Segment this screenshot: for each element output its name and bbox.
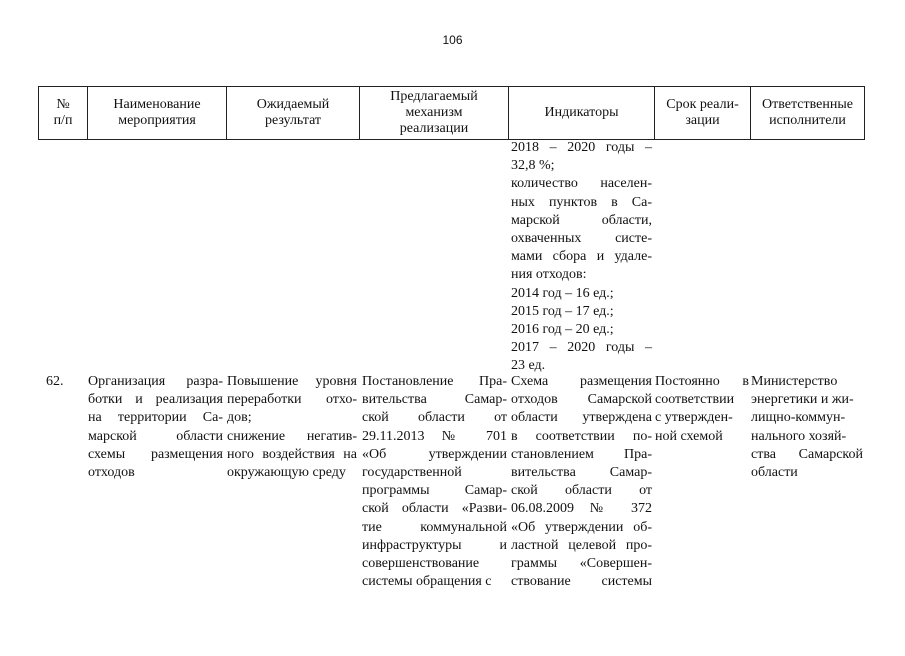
column-rule (864, 86, 865, 140)
text-line: количество населен- (511, 176, 652, 192)
text-line: лищно-коммун- (751, 410, 846, 426)
text-line: 32,8 %; (511, 158, 555, 174)
text-line: вительства Самар- (362, 392, 507, 408)
text-line: 29.11.2013 № 701 (362, 428, 507, 444)
mechanism-cell (362, 373, 507, 591)
text-line: ных пунктов в Са- (511, 194, 652, 210)
page-number: 106 (442, 33, 463, 47)
row-number: 62. (46, 374, 64, 389)
measures-table (38, 86, 865, 656)
text-line: ботки и реализация (88, 392, 223, 408)
text-line: Министерство (751, 374, 838, 389)
continued-indicators-cell (511, 139, 652, 376)
text-line: становлением Пра- (511, 446, 652, 462)
text-line: области (751, 465, 798, 481)
text-line: марской области (88, 428, 223, 444)
header-term: Срок реали- зации (666, 97, 739, 128)
text-line: с утвержден- (655, 410, 733, 426)
text-line: энергетики и жи- (751, 392, 854, 408)
text-line: программы Самар- (362, 483, 507, 499)
text-line: 23 ед. (511, 358, 546, 374)
header-indicators: Индикаторы (544, 105, 619, 120)
text-line: ской области «Разви- (362, 501, 507, 517)
text-line: ной схемой (655, 428, 723, 444)
text-line: Организация разра- (88, 374, 223, 389)
text-line: вительства Самар- (511, 465, 652, 481)
text-line: граммы «Совершен- (511, 556, 652, 572)
measure-name-cell (88, 373, 223, 482)
text-line: ствование системы (511, 574, 652, 590)
text-line: ства Самарской (751, 446, 863, 462)
text-line: Постоянно в (655, 374, 749, 389)
text-line: мами сбора и удале- (511, 249, 652, 265)
header-mechanism: Предлагаемый механизм реализации (390, 89, 478, 136)
indicators-cell (511, 373, 652, 591)
text-line: «Об утверждении об- (511, 519, 652, 535)
text-line: дов; (227, 410, 252, 426)
header-result: Ожидаемый результат (256, 97, 330, 128)
text-line: марской области, (511, 212, 652, 228)
text-line: государственной (362, 465, 462, 481)
text-line: системы обращения с (362, 574, 492, 590)
text-line: 2017 – 2020 годы – (511, 340, 652, 356)
row-number-cell (46, 373, 86, 391)
text-line: соответствии (655, 392, 735, 408)
header-name: Наименование мероприятия (113, 97, 201, 128)
text-line: снижение негатив- (227, 428, 357, 444)
text-line: в соответствии по- (511, 428, 652, 444)
text-line: нального хозяй- (751, 428, 847, 444)
text-line: отходов (88, 465, 135, 481)
text-line: 2016 год – 20 ед.; (511, 322, 614, 338)
text-line: 2014 год – 16 ед.; (511, 285, 614, 301)
text-line: «Об утверждении (362, 446, 507, 462)
header-responsible: Ответственные исполнители (762, 97, 853, 128)
text-line: окружающую среду (227, 465, 346, 481)
text-line: охваченных систе- (511, 231, 652, 247)
text-line: ской области от (511, 483, 652, 499)
text-line: 2018 – 2020 годы – (511, 140, 652, 155)
text-line: 2015 год – 17 ед.; (511, 303, 614, 319)
text-line: переработки отхо- (227, 392, 357, 408)
text-line: ластной целевой про- (511, 537, 652, 553)
text-line: 06.08.2009 № 372 (511, 501, 652, 517)
text-line: совершенствование (362, 556, 480, 572)
expected-result-cell (227, 373, 357, 482)
responsible-cell (751, 373, 863, 482)
text-line: ного воздействия на (227, 446, 357, 462)
text-line: ской области от (362, 410, 507, 426)
text-line: Схема размещения (511, 374, 652, 389)
text-line: Постановление Пра- (362, 374, 507, 389)
header-number: № п/п (53, 97, 73, 128)
text-line: ния отходов: (511, 267, 587, 283)
text-line: схемы размещения (88, 446, 223, 462)
text-line: области утверждена (511, 410, 652, 426)
term-cell (655, 373, 749, 446)
text-line: на территории Са- (88, 410, 223, 426)
text-line: отходов Самарской (511, 392, 652, 408)
text-line: инфраструктуры и (362, 537, 507, 553)
text-line: тие коммунальной (362, 519, 507, 535)
text-line: Повышение уровня (227, 374, 357, 389)
